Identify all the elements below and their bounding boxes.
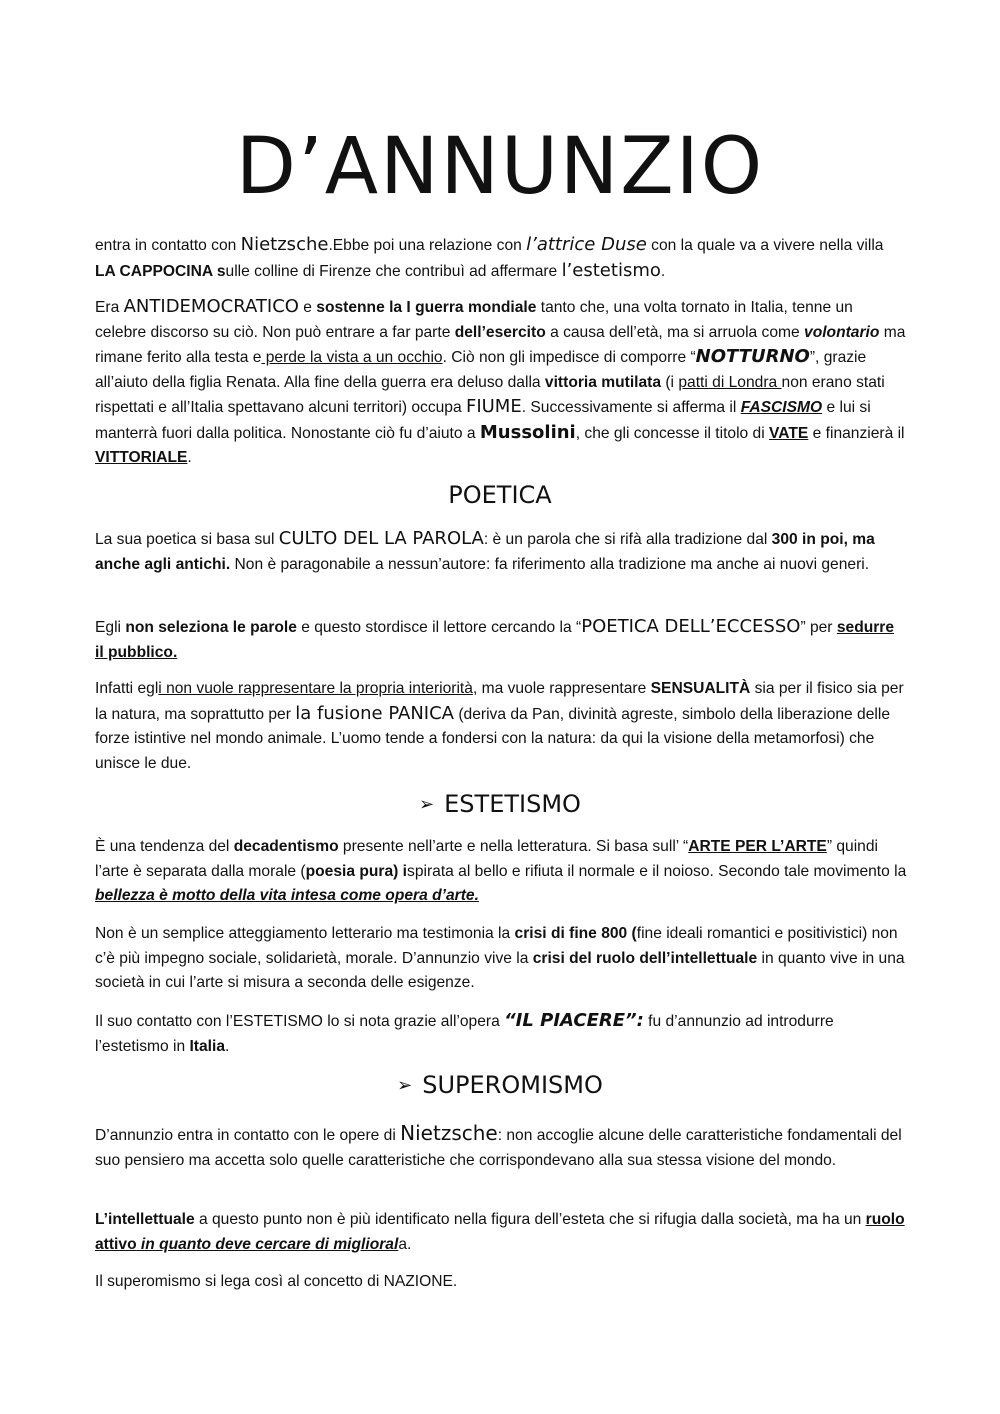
text-crisi-ruolo: crisi del ruolo dell’intellettuale (532, 949, 758, 967)
text-non-seleziona: non seleziona le parole (125, 619, 297, 636)
text-fiume: FIUME (465, 396, 522, 417)
text-eccesso: POETICA DELL’ECCESSO (581, 616, 801, 637)
text-duse: l’attrice Duse (526, 234, 647, 255)
text: Era (95, 299, 124, 316)
text-occhio: perde la vista a un occhio (261, 349, 443, 366)
text: a causa dell’età, ma si arruola come (545, 323, 805, 341)
text-nietzsche: Nietzsche (240, 234, 329, 255)
paragraph-nietzsche (95, 1121, 907, 1173)
text-culto: CULTO DEL LA PAROLA (278, 528, 484, 549)
text-vittoriale: VITTORIALE (95, 449, 188, 466)
text: ma rimane ferito alla testa e (95, 323, 906, 366)
text-sedurre: sedurre il pubblico. (95, 619, 895, 661)
text-vate: VATE (769, 424, 809, 442)
text: Infatti egl (95, 680, 159, 697)
text: Non è paragonabile a nessun’autore: fa riferimento alla tradizione ma anche ai nuovi generi. (230, 555, 870, 573)
text: in quanto vive in una società in cui l’arte si misura a seconda delle esigenze. (95, 949, 905, 991)
text-italia: Italia (189, 1037, 226, 1055)
text: con la quale va a vivere nella villa (646, 237, 884, 254)
text: non erano stati rispettati e all’Italia spettavano alcuni territori) occupa (95, 373, 885, 416)
text: e questo stordisce il lettore cercando la “ (296, 619, 582, 636)
text: Il superomismo si lega così al concetto di NAZIONE. (95, 1273, 458, 1290)
paragraph-eccesso (95, 615, 907, 665)
text-bellezza: bellezza è motto della vita intesa come opera d’arte. (95, 887, 479, 904)
text-cappocina: LA CAPPOCINA s (95, 262, 226, 280)
text: La sua poetica si basa sul (95, 531, 279, 548)
paragraph-piacere (95, 1009, 907, 1059)
text: . Successivamente si afferma il (521, 399, 741, 416)
text: (deriva da Pan, divinità agreste, simbolo della liberazione delle forze istintive nel mondo animale. L’uomo tende a fondersi con la natura: da qui la visione della metamorfosi) che unisce le due. (95, 705, 891, 772)
paragraph-panica (95, 677, 907, 776)
text: Il suo contatto con l’ESTETISMO lo si nota grazie all’opera (95, 1013, 505, 1030)
paragraph-decadentismo (95, 835, 907, 909)
text: : è un parola che si rifà alla tradizione dal (483, 531, 772, 548)
text: . Ciò non gli impedisce di comporre “ (442, 349, 696, 366)
heading-superomismo-label: SUPEROMISMO (422, 1071, 603, 1099)
paragraph-poetica (95, 527, 907, 577)
text-crisi: crisi di fine 800 ( (514, 925, 637, 942)
text-arte-per-arte: ARTE PER L’ARTE (688, 838, 827, 855)
text: e lui si manterrà fuori dalla politica. Nonostante ciò fu d’aiuto a (95, 399, 871, 442)
text-panica: la fusione PANICA (295, 702, 454, 724)
text-ruolo-attivo: ruolo attivo (95, 1211, 905, 1253)
text-patti-londra: patti di Londra (678, 373, 782, 391)
text-estetismo: l’estetismo (561, 259, 661, 281)
text: a. (398, 1235, 412, 1253)
text: , ma vuole rappresentare (472, 680, 651, 697)
text-sensualita: SENSUALITÀ (650, 680, 751, 697)
text: entra in contatto con (95, 237, 241, 254)
text-trecento: 300 in poi, ma anche agli antichi. (95, 531, 875, 573)
text: ” per (800, 619, 837, 636)
arrow-bullet-icon: ➢ (419, 794, 435, 815)
text: Non è un semplice atteggiamento letterario ma testimonia la (95, 925, 515, 942)
text: ” quindi l’arte è separata dalla morale ( (95, 838, 878, 880)
text-fascismo: FASCISMO (740, 399, 823, 416)
heading-superomismo (0, 1069, 1000, 1102)
text: .Ebbe poi una relazione con (328, 237, 527, 254)
text-vittoria-mutilata: vittoria mutilata (544, 373, 662, 391)
text-esercito: dell’esercito (454, 323, 546, 341)
text: fu d’annunzio ad introdurre l’estetismo in (95, 1013, 834, 1055)
text-migliorare: in quanto deve cercare di miglioral (136, 1235, 399, 1253)
document-title: D’ANNUNZIO (235, 122, 765, 212)
text-intellettuale: L’intellettuale (95, 1211, 195, 1228)
text-decadentismo: decadentismo (233, 838, 339, 855)
text-notturno: NOTTURNO (695, 346, 810, 367)
text-volontario: volontario (804, 323, 880, 341)
paragraph-crisi (95, 922, 907, 996)
paragraph-intellettuale (95, 1208, 907, 1257)
text: a questo punto non è più identificato nella figura dell’esteta che si rifugia dalla società, ma ha un (194, 1211, 866, 1228)
text: presente nell’arte e nella letteratura. Si basa sull’ “ (338, 838, 689, 855)
heading-poetica: POETICA (448, 481, 552, 509)
text: D’annunzio entra in contatto con le opere di (95, 1127, 401, 1144)
text: ”, grazie all’aiuto della figlia Renata. Alla fine della guerra era deluso dalla (95, 349, 867, 391)
text: Egli (95, 619, 126, 636)
text: ulle colline di Firenze che contribuì ad affermare (225, 262, 562, 280)
text-sostenne: sostenne la I guerra mondiale (316, 299, 537, 316)
text-il-piacere: “IL PIACERE”: (504, 1010, 644, 1031)
text-mussolini: Mussolini (479, 421, 576, 443)
text: tanto che, una volta tornato in Italia, tenne un celebre discorso su ciò. Non può entrare a far parte (95, 299, 853, 341)
heading-estetismo (0, 788, 1000, 821)
text: spirata al bello e rifiuta il normale e il noioso. Secondo tale movimento la (407, 862, 907, 880)
text: : non accoglie alcune delle caratteristiche fondamentali del suo pensiero ma accetta solo quelle caratteristiche che corrispondevano alla sua stessa visione del mondo. (95, 1127, 902, 1169)
text: e finanzierà il (808, 424, 905, 442)
text: , che gli concesse il titolo di (575, 424, 770, 442)
text: . (660, 262, 666, 280)
text: (i (661, 373, 679, 391)
text-antidemocratico: ANTIDEMOCRATICO (123, 296, 299, 317)
paragraph-politics (95, 295, 907, 471)
text: . (187, 449, 192, 466)
text: È una tendenza del (95, 838, 234, 855)
text-nietzsche: Nietzsche (400, 1121, 498, 1145)
text-poesia-pura: poesia pura) i (305, 862, 408, 880)
text: . (225, 1037, 230, 1055)
text: fine ideali romantici e positivistici) non c’è più impegno sociale, solidarietà, morale. D’annunzio vive la (95, 925, 898, 967)
heading-estetismo-label: ESTETISMO (444, 790, 581, 818)
text-interiorita: i non vuole rappresentare la propria interiorità (158, 680, 473, 697)
text: e (298, 299, 317, 316)
paragraph-intro (95, 233, 907, 284)
arrow-bullet-icon: ➢ (397, 1075, 413, 1096)
paragraph-nazione (95, 1270, 907, 1295)
text: sia per il fisico sia per la natura, ma soprattutto per (95, 680, 904, 723)
